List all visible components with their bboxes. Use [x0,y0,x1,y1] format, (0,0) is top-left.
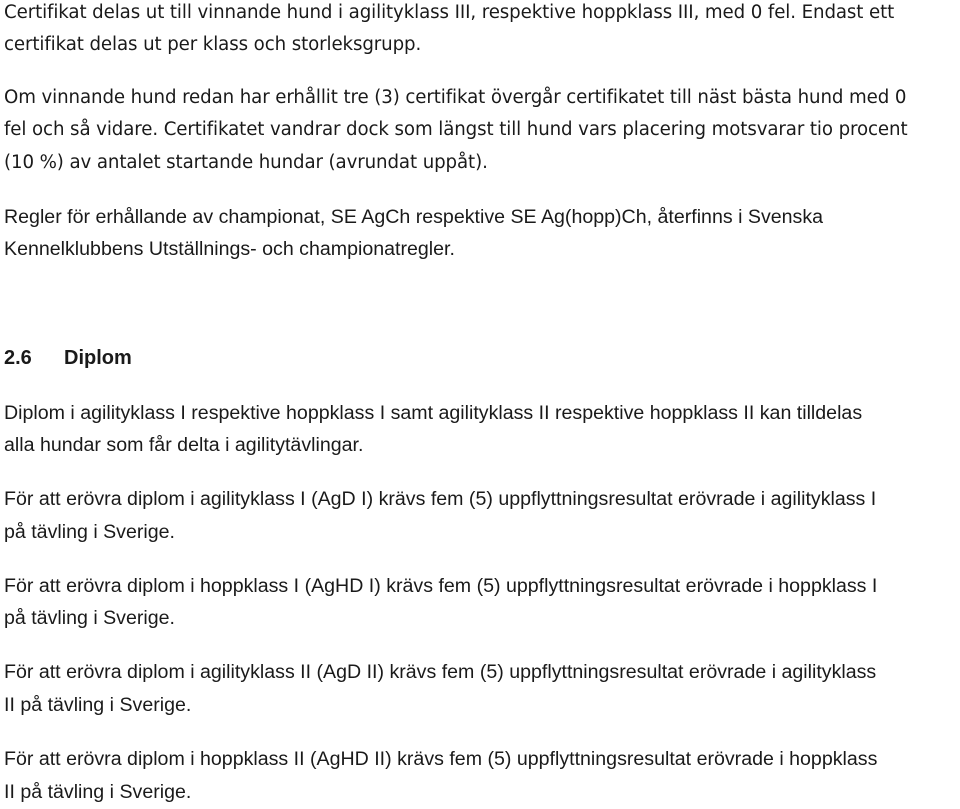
paragraph-line: Om vinnande hund redan har erhållit tre (3) certifikat övergår certifikatet till näst bästa hund med 0 [4,87,907,108]
paragraph-line: (10 %) av antalet startande hundar (avrundat uppåt). [4,152,488,173]
paragraph-line: Regler för erhållande av championat, SE AgCh respektive SE Ag(hopp)Ch, återfinns i Svenska [4,206,824,228]
paragraph-line: fel och så vidare. Certifikatet vandrar dock som längst till hund vars placering motsvarar tio procent [4,119,908,140]
paragraph-line: alla hundar som får delta i agilitytävlingar. [4,434,364,456]
paragraph-line: II på tävling i Sverige. [4,694,192,716]
paragraph-line: För att erövra diplom i hoppklass II (AgHD II) krävs fem (5) uppflyttningsresultat erövrade i hoppklass [4,748,878,770]
paragraph-line: Certifikat delas ut till vinnande hund i agilityklass III, respektive hoppklass III, med 0 fel. Endast ett [4,2,895,23]
paragraph-line: på tävling i Sverige. [4,607,175,629]
paragraph-line: För att erövra diplom i agilityklass I (AgD I) krävs fem (5) uppflyttningsresultat erövrade i agilityklass I [4,488,877,510]
paragraph-line: Kennelklubbens Utställnings- och championatregler. [4,238,455,260]
section-number: 2.6 [4,347,32,369]
section-title: Diplom [64,347,132,369]
paragraph-line: För att erövra diplom i hoppklass I (AgHD I) krävs fem (5) uppflyttningsresultat erövrade i hoppklass I [4,575,878,597]
paragraph-line: II på tävling i Sverige. [4,781,192,803]
paragraph-line: på tävling i Sverige. [4,521,175,543]
paragraph-line: För att erövra diplom i agilityklass II (AgD II) krävs fem (5) uppflyttningsresultat erövrade i agilityklass [4,661,877,683]
paragraph-line: Diplom i agilityklass I respektive hoppklass I samt agilityklass II respektive hoppklass II kan tilldelas [4,402,863,424]
section-heading [4,346,132,370]
paragraph-line: certifikat delas ut per klass och storleksgrupp. [4,34,422,55]
